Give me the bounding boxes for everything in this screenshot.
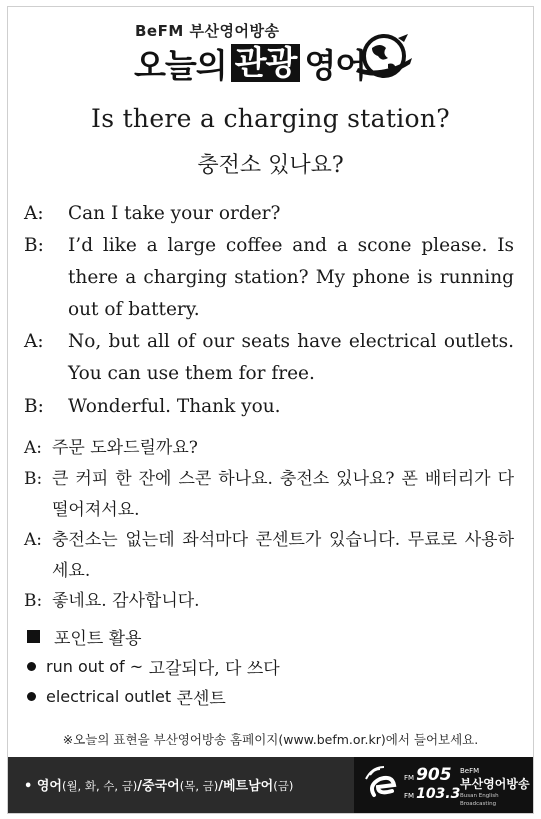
point-meaning: 콘센트 <box>176 689 226 709</box>
globe-plane-icon <box>354 28 416 84</box>
speaker: A: <box>24 203 44 224</box>
bullet-icon <box>27 692 36 701</box>
dialog-text: 주문 도와드릴까요? <box>52 438 198 458</box>
website-note: ※오늘의 표현을 부산영어방송 홈페이지(www.befm.or.kr)에서 들어보세요. <box>62 732 479 747</box>
point-meaning: 고갈되다, 다 쓰다 <box>148 659 280 679</box>
station-name: 부산영어방송 <box>460 777 530 791</box>
station-name-block <box>460 767 533 808</box>
schedule-text <box>24 775 293 794</box>
schedule-vietnamese-days: (금) <box>273 779 294 793</box>
speaker: A: <box>24 438 43 458</box>
point-expression: electrical outlet <box>46 687 172 706</box>
dialog-en-line <box>24 391 514 423</box>
dialog-ko-line <box>24 525 514 587</box>
station-short: BeFM <box>460 767 480 775</box>
point-item <box>27 684 226 709</box>
speaker: B: <box>24 235 44 256</box>
logo-text-box: 관광 <box>231 44 301 82</box>
brand-name: BeFM 부산영어방송 <box>135 22 280 40</box>
fm-label: FM <box>404 792 415 800</box>
speaker: B: <box>24 396 44 417</box>
dialog-en-line <box>24 326 514 390</box>
square-bullet-icon <box>27 630 40 643</box>
title-korean: 충전소 있나요? <box>197 153 344 178</box>
dialog-en-line <box>24 230 514 326</box>
frequency-1: 905 <box>416 765 452 785</box>
dialog-text: No, but all of our seats have electrical outlets. You can use them for free. <box>68 331 514 384</box>
schedule-vietnamese: /베트남어 <box>218 779 274 794</box>
dialog-text: 좋네요. 감사합니다. <box>52 591 200 611</box>
point-heading <box>27 624 142 649</box>
dialog-ko-line <box>24 433 514 464</box>
footer-bar <box>8 757 533 813</box>
schedule-chinese-days: (목, 금) <box>179 779 219 793</box>
dialog-text: 큰 커피 한 잔에 스콘 하나요. 충전소 있나요? 폰 배터리가 다 떨어져서요. <box>52 469 514 520</box>
program-logo <box>134 40 366 86</box>
schedule-chinese: /중국어 <box>137 779 180 794</box>
point-item <box>27 654 280 679</box>
frequency-2: 103.3 <box>416 786 461 802</box>
schedule-english: • 영어 <box>24 779 62 794</box>
logo-text-1: 오늘의 <box>134 45 227 85</box>
dialog-en-line <box>24 198 514 230</box>
point-expression: run out of ~ <box>46 657 144 676</box>
speaker: B: <box>24 469 43 489</box>
dialog-text: Can I take your order? <box>68 203 281 224</box>
speaker: B: <box>24 591 43 611</box>
title-english: Is there a charging station? <box>91 104 450 133</box>
station-logo <box>354 757 533 813</box>
dialog-text: 충전소는 없는데 좌석마다 콘센트가 있습니다. 무료로 사용하세요. <box>52 530 514 581</box>
schedule-english-days: (월, 화, 수, 금) <box>61 779 138 793</box>
bullet-icon <box>27 662 36 671</box>
point-heading-text: 포인트 활용 <box>54 629 142 649</box>
dialog-text: Wonderful. Thank you. <box>68 396 281 417</box>
dialog-ko-line <box>24 464 514 526</box>
station-english: Busan English Broadcasting <box>460 793 499 807</box>
dialog-ko-line <box>24 586 514 617</box>
fm-label: FM <box>404 774 415 782</box>
speaker: A: <box>24 331 44 352</box>
frequency-block <box>404 767 460 804</box>
logo-text-2: 영어 <box>304 45 367 85</box>
befm-e-logo-icon <box>364 765 404 805</box>
speaker: A: <box>24 530 43 550</box>
dialog-text: I’d like a large coffee and a scone please. Is there a charging station? My phone is running out of battery. <box>68 235 514 320</box>
